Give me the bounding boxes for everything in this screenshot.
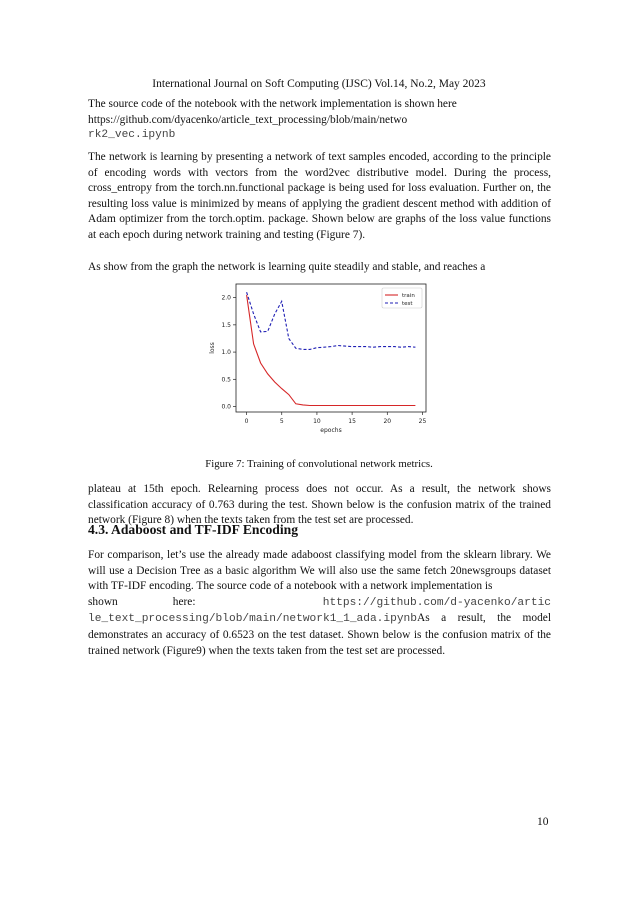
x-tick-label: 5 [279, 418, 284, 425]
source-code-paragraph [88, 97, 551, 144]
x-tick-label: 10 [313, 418, 321, 425]
section-heading: 4.3. Adaboost and TF-IDF Encoding [88, 522, 299, 537]
legend-label-train: train [402, 293, 415, 299]
shown-here-line [88, 595, 551, 612]
y-tick-label: 0.5 [221, 376, 231, 384]
chart-legend [382, 288, 422, 308]
legend-label-test: test [402, 301, 413, 307]
figure-caption: Figure 7: Training of convolutional network metrics. [205, 458, 433, 470]
x-tick-label: 20 [383, 418, 392, 425]
journal-header: International Journal on Soft Computing (IJSC) Vol.14, No.2, May 2023 [152, 78, 486, 90]
x-tick-label: 0 [244, 418, 249, 425]
adaboost-text-b: As a result, the model demonstrates an accuracy of 0.6523 on the test dataset. Shown below is the confusion matrix of the trained network (Figure9) when the texts taken from the test set are processed. [88, 612, 551, 657]
adaboost-paragraph [88, 548, 551, 659]
network-learning-paragraph: The network is learning by presenting a network of text samples encoded, according to the principle of encoding words with vectors from the word2vec distributive model. During the process, cross_entropy from the torch.nn.functional package is being used for loss evaluation. Further on, the resulting loss value is minimized by means of applying the gradient descent method with addition of Adam optimizer from the torch.optim. package. Shown below are graphs of the loss value functions at each epoch during network training and testing (Figure 7). [88, 151, 551, 241]
x-tick-label: 15 [348, 418, 356, 425]
chart-series-lines [247, 292, 416, 405]
word-here: here: [172, 595, 196, 608]
y-tick-label: 1.5 [221, 321, 231, 329]
adaboost-link-part2[interactable]: le_text_processing/blob/main/network1_1_ada.ipynb [88, 613, 417, 626]
y-tick-label: 1.0 [221, 349, 231, 357]
loss-chart [200, 276, 430, 436]
graph-intro-paragraph: As show from the graph the network is learning quite steadily and stable, and reaches a [88, 261, 486, 273]
source-code-link-filename[interactable]: rk2_vec.ipynb [88, 129, 176, 142]
x-axis-label: epochs [320, 427, 342, 434]
series-line-train [247, 295, 416, 406]
word-shown: shown [88, 595, 118, 608]
y-axis-label: loss [209, 342, 216, 354]
result-paragraph: plateau at 15th epoch. Relearning process does not occur. As a result, the network shows classification accuracy of 0.763 during the test. Shown below is the confusion matrix of the trained network (Figure 8) when the texts taken from the test set are processed. [88, 483, 551, 527]
y-tick-label: 0.0 [221, 403, 231, 411]
source-code-link[interactable]: https://github.com/dyacenko/article_text_processing/blob/main/netwo [88, 113, 408, 126]
x-tick-label: 25 [418, 418, 427, 425]
y-tick-label: 2.0 [221, 294, 231, 302]
adaboost-link-part1[interactable]: https://github.com/d-yacenko/artic [322, 596, 551, 609]
page-number: 10 [537, 816, 549, 828]
source-code-intro: The source code of the notebook with the network implementation is shown here [88, 98, 457, 110]
adaboost-text-a: For comparison, let’s use the already made adaboost classifying model from the sklearn library. We will use a Decision Tree as a basic algorithm We will also use the same fetch 20newsgroups dataset with TF-IDF encoding. The source code of a notebook with a network implementation is [88, 549, 551, 593]
